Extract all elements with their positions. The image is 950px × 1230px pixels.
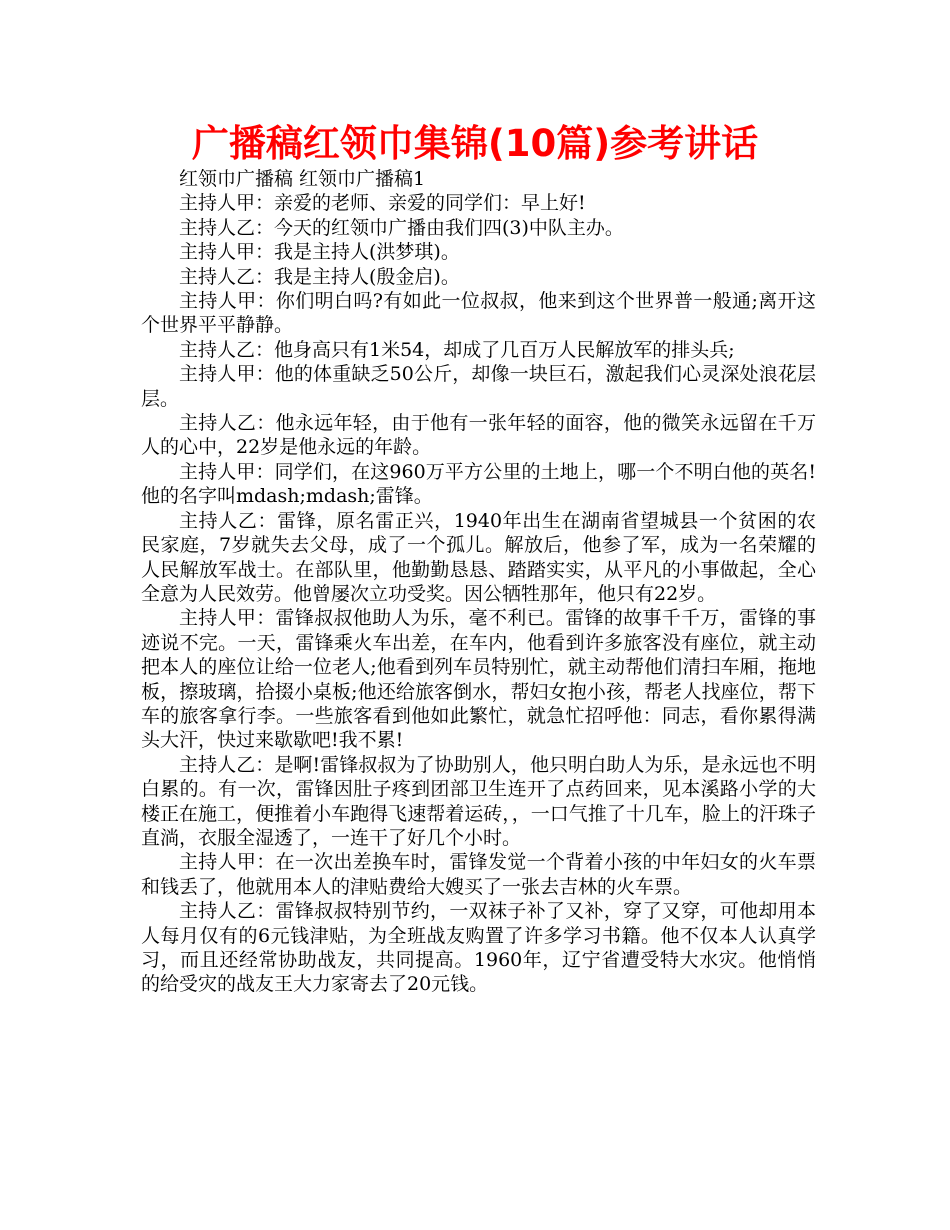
paragraph: 主持人乙：雷锋，原名雷正兴，1940年出生在湖南省望城县一个贫困的农民家庭，7岁就失去父母，成了一个孤儿。解放后，他参了军，成为一名荣耀的人民解放军战士。在部队里，他勤勤恳恳、踏踏实实，从平凡的小事做起，全心全意为人民效劳。他曾屡次立功受奖。因公牺牲那年，他只有22岁。 (141, 509, 816, 605)
paragraph: 主持人甲：我是主持人(洪梦琪)。 (179, 241, 460, 264)
paragraph: 主持人乙：今天的红领巾广播由我们四(3)中队主办。 (179, 216, 624, 239)
document-body (141, 167, 816, 997)
paragraph: 主持人乙：是啊!雷锋叔叔为了协助别人，他只明白助人为乐，是永远也不明白累的。有一次，雷锋因肚子疼到团部卫生连开了点药回来，见本溪路小学的大楼正在施工，便推着小车跑得飞速帮着运砖，，一口气推了十几车，脸上的汗珠子直淌，衣服全湿透了，一连干了好几个小时。 (141, 753, 816, 849)
paragraph: 主持人甲：你们明白吗?有如此一位叔叔，他来到这个世界普一般通;离开这个世界平平静静。 (141, 290, 816, 337)
document-title: 广播稿红领巾集锦(10篇)参考讲话 (191, 122, 759, 165)
paragraph: 主持人乙：我是主持人(殷金启)。 (179, 265, 460, 288)
paragraph: 主持人甲：在一次出差换车时，雷锋发觉一个背着小孩的中年妇女的火车票和钱丢了，他就用本人的津贴费给大嫂买了一张去吉林的火车票。 (141, 851, 816, 898)
paragraph: 主持人甲：同学们，在这960万平方公里的土地上，哪一个不明白他的英名!他的名字叫mdash;mdash;雷锋。 (141, 460, 816, 508)
paragraph: 主持人乙：他身高只有1米54，却成了几百万人民解放军的排头兵; (179, 338, 735, 361)
paragraph: 主持人甲：雷锋叔叔他助人为乐，毫不利已。雷锋的故事千千万，雷锋的事迹说不完。一天，雷锋乘火车出差，在车内，他看到许多旅客没有座位，就主动把本人的座位让给一位老人;他看到列车员特别忙，就主动帮他们清扫车厢，拖地板，擦玻璃，拾掇小桌板;他还给旅客倒水，帮妇女抱小孩，帮老人找座位，帮下车的旅客拿行李。一些旅客看到他如此繁忙，就急忙招呼他：同志，看你累得满头大汗，快过来歇歇吧!我不累! (141, 607, 816, 752)
paragraph: 主持人甲：亲爱的老师、亲爱的同学们：早上好! (179, 192, 586, 215)
paragraph: 红领巾广播稿 红领巾广播稿1 (179, 168, 426, 190)
paragraph: 主持人乙：雷锋叔叔特别节约，一双袜子补了又补，穿了又穿，可他却用本人每月仅有的6元钱津贴，为全班战友购置了许多学习书籍。他不仅本人认真学习，而且还经常协助战友，共同提高。1960年，辽宁省遭受特大水灾。他悄悄的给受灾的战友王大力家寄去了20元钱。 (141, 900, 816, 996)
paragraph: 主持人乙：他永远年轻，由于他有一张年轻的面容，他的微笑永远留在千万人的心中，22岁是他永远的年龄。 (141, 412, 816, 459)
paragraph: 主持人甲：他的体重缺乏50公斤，却像一块巨石，激起我们心灵深处浪花层层。 (141, 363, 816, 410)
